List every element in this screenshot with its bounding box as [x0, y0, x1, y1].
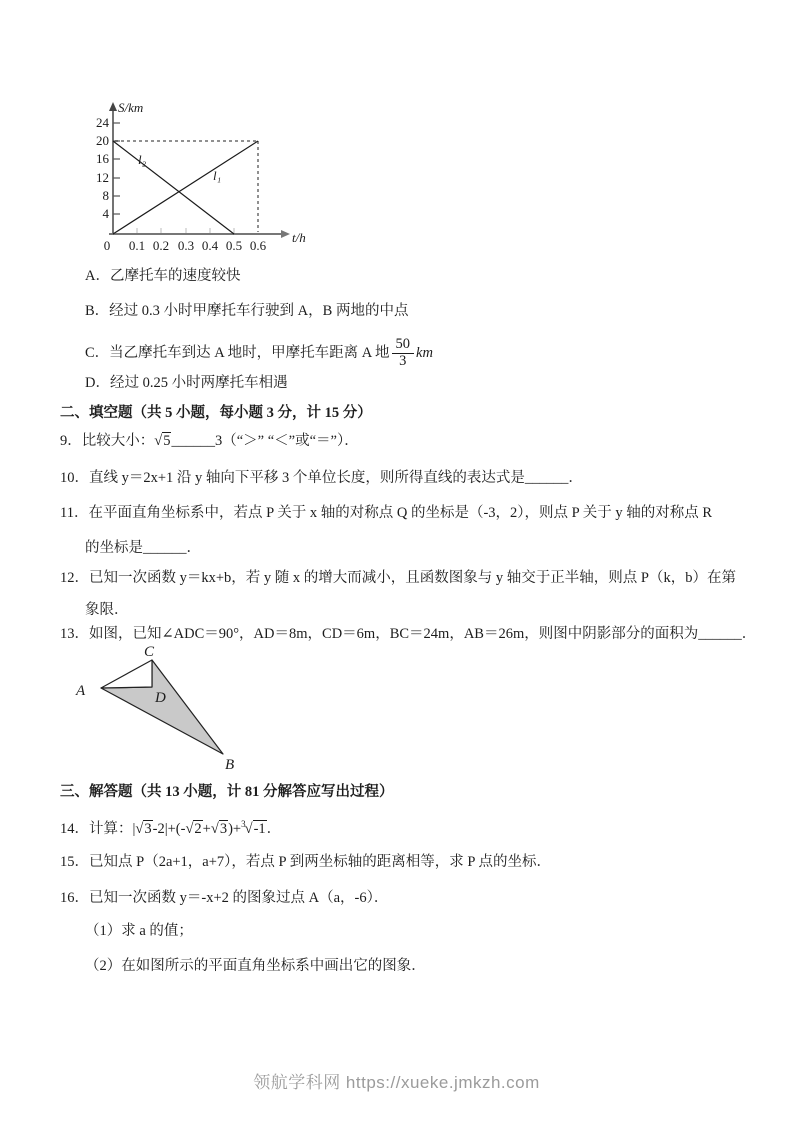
ytick-12: 12: [96, 170, 109, 185]
sqrt-3: √3: [135, 821, 152, 837]
choice-a: A．乙摩托车的速度较快: [85, 268, 241, 284]
ytick-16: 16: [96, 151, 109, 166]
question-9: [60, 431, 359, 452]
choice-b: B．经过 0.3 小时甲摩托车行驶到 A，B 两地的中点: [85, 303, 409, 319]
choice-c-unit: km: [416, 344, 433, 361]
question-16-sub2: （2）在如图所示的平面直角坐标系中画出它的图象．: [85, 958, 426, 974]
xtick-0p2: 0.2: [152, 238, 170, 253]
ytick-8: 8: [102, 188, 109, 203]
line-l1-label: l₁: [213, 168, 222, 183]
y-tick-marks: [113, 123, 120, 214]
question-12-line2: 象限．: [85, 602, 129, 618]
shaded-region: [101, 660, 223, 754]
section-3-heading: 三、解答题（共 13 小题，计 81 分解答应写出过程）: [60, 784, 394, 800]
choice-c: [85, 337, 433, 370]
sqrt-2: √2: [185, 821, 202, 837]
sqrt-5: √5: [154, 433, 171, 449]
choice-c-text: C．当乙摩托车到达 A 地时，甲摩托车距离 A 地: [85, 344, 390, 361]
xtick-0: 0: [103, 238, 111, 253]
x-axis-label: t/h: [292, 230, 306, 245]
question-11-line2: 的坐标是______．: [85, 540, 201, 556]
fraction-50-3: $\frac{50}{3}$: [392, 337, 415, 370]
sqrt-3b: √3: [210, 821, 228, 837]
question-15: 15．已知点 P（2a+1，a+7），若点 P 到两坐标轴的距离相等，求 P 点的坐标．: [60, 854, 551, 870]
q14-end: ．: [266, 821, 282, 837]
question-14-prefix: 14．计算：: [60, 821, 133, 837]
xtick-0p6: 0.6: [249, 238, 267, 253]
question-10: 10．直线 y＝2x+1 沿 y 轴向下平移 3 个单位长度，则所得直线的表达式是______．: [60, 470, 583, 486]
ytick-20: 20: [96, 133, 109, 148]
q14-mid3: )+: [228, 821, 242, 837]
question-13: 13．如图，已知∠ADC＝90°，AD＝8m，CD＝6m，BC＝24m，AB＝26m，则图中阴影部分的面积为______．: [60, 626, 757, 642]
question-16: 16．已知一次函数 y＝-x+2 的图象过点 A（a，-6）．: [60, 890, 389, 906]
x-tick-marks: [137, 228, 234, 233]
choice-d: D．经过 0.25 小时两摩托车相遇: [85, 375, 288, 391]
y-axis-arrow: [109, 102, 117, 111]
line-l2-label: l₂: [138, 152, 147, 167]
ytick-4: 4: [102, 206, 109, 221]
vertex-label-b: B: [225, 757, 235, 773]
question-12-line1: 12．已知一次函数 y＝kx+b，若 y 随 x 的增大而减小，且函数图象与 y 轴交于正半轴，则点 P（k，b）在第: [60, 570, 736, 586]
x-axis-arrow: [281, 230, 290, 238]
q14-mid2: +: [202, 821, 211, 837]
q14-mid1: -2|+(-: [152, 821, 186, 837]
question-9-rest: ______3（“＞” “＜”或“＝”）．: [171, 433, 359, 449]
vertex-label-d: D: [155, 690, 166, 706]
xtick-0p5: 0.5: [225, 238, 243, 253]
section-2-heading: 二、填空题（共 5 小题，每小题 3 分，计 15 分）: [60, 405, 372, 421]
cube-root-neg1: √-1: [244, 821, 266, 837]
line-l1: [113, 141, 258, 234]
line-l2: [113, 141, 234, 234]
y-axis-label: S/km: [118, 100, 144, 115]
ytick-24: 24: [96, 115, 109, 130]
triangle-acd: [101, 660, 152, 688]
question-14: [60, 814, 281, 840]
question-9-prefix: 9．比较大小：: [60, 433, 155, 449]
abs-bar: |: [132, 821, 136, 837]
vertex-label-a: A: [76, 683, 86, 699]
distance-time-chart: [85, 98, 315, 258]
watermark-footer: 领航学科网 https://xueke.jmkzh.com: [253, 1073, 540, 1092]
xtick-0p4: 0.4: [201, 238, 219, 253]
xtick-0p1: 0.1: [128, 238, 146, 253]
vertex-label-c: C: [144, 644, 155, 660]
question-16-sub1: （1）求 a 的值；: [85, 923, 193, 939]
cube-root-index: 3: [241, 819, 246, 829]
figure-triangle: [70, 643, 285, 778]
question-11-line1: 11．在平面直角坐标系中，若点 P 关于 x 轴的对称点 Q 的坐标是（-3，2），则点 P 关于 y 轴的对称点 R: [60, 505, 713, 521]
xtick-0p3: 0.3: [177, 238, 195, 253]
